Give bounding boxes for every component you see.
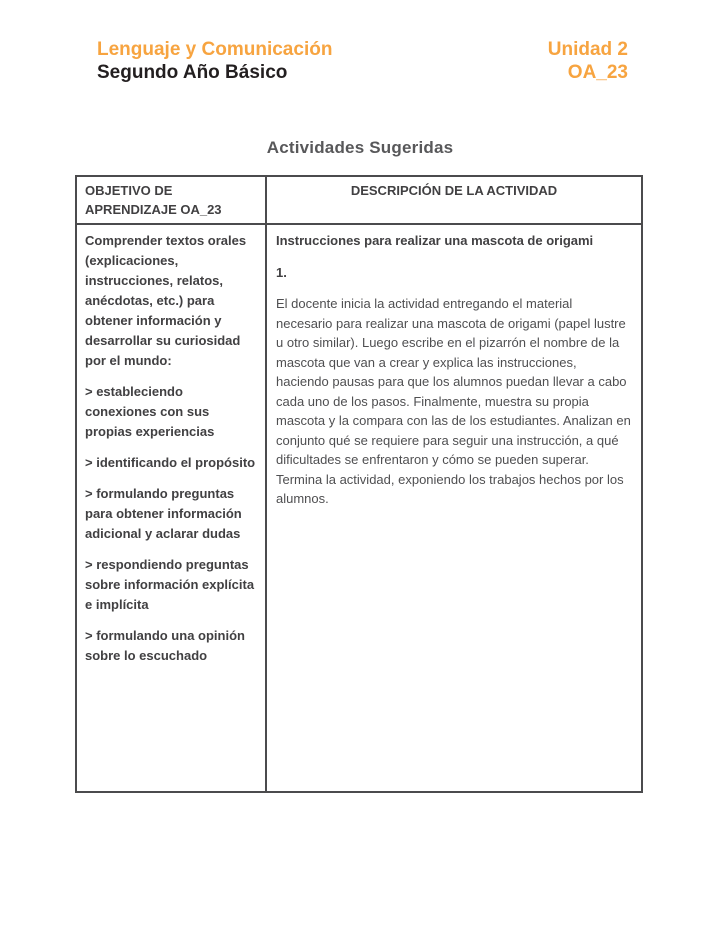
table-header-row bbox=[76, 176, 642, 224]
objective-bullet: > formulando una opinión sobre lo escuchado bbox=[85, 628, 245, 663]
description-cell bbox=[266, 224, 642, 792]
objective-column-header: OBJETIVO DE APRENDIZAJE OA_23 bbox=[76, 176, 266, 224]
subject-title: Lenguaje y Comunicación bbox=[97, 39, 333, 60]
objective-intro: Comprender textos orales (explicaciones, instrucciones, relatos, anécdotas, etc.) para obtener información y desarrollar su curiosidad por el mundo: bbox=[85, 233, 247, 368]
description-column-header: DESCRIPCIÓN DE LA ACTIVIDAD bbox=[266, 176, 642, 224]
activity-title: Instrucciones para realizar una mascota de origami bbox=[276, 233, 594, 248]
header-right-block bbox=[548, 38, 628, 84]
header-left-block bbox=[97, 38, 332, 84]
objective-bullet: > identificando el propósito bbox=[85, 455, 256, 470]
objective-cell bbox=[76, 224, 266, 792]
activity-description: El docente inicia la actividad entregando el material necesario para realizar una mascota de origami (papel lustre u otro similar). Luego escribe en el pizarrón el nombre de la mascota que van a crear y explica las instrucciones, haciendo pausas para que los alumnos puedan llevar a cabo cada uno de los pasos. Finalmente, muestra su propia mascota y la compara con las de los estudiantes. Analizan en conjunto qué se requiere para seguir una instrucción, a qué dificultades se enfrentaron y cómo se pueden superar. Termina la actividad, exponiendo los trabajos hechos por los alumnos. bbox=[276, 296, 631, 506]
grade-subtitle: Segundo Año Básico bbox=[97, 62, 288, 83]
objective-bullet: > formulando preguntas para obtener información adicional y aclarar dudas bbox=[85, 486, 242, 541]
activities-table bbox=[75, 175, 643, 793]
objective-bullet: > respondiendo preguntas sobre información explícita e implícita bbox=[85, 557, 255, 612]
section-title: Actividades Sugeridas bbox=[266, 138, 454, 157]
unit-label: Unidad 2 bbox=[547, 39, 628, 60]
document-header bbox=[97, 38, 628, 84]
activity-step-number: 1. bbox=[276, 264, 287, 280]
objective-bullet: > estableciendo conexiones con sus propias experiencias bbox=[85, 384, 215, 439]
table-row bbox=[76, 224, 642, 792]
oa-code-label: OA_23 bbox=[567, 62, 628, 83]
